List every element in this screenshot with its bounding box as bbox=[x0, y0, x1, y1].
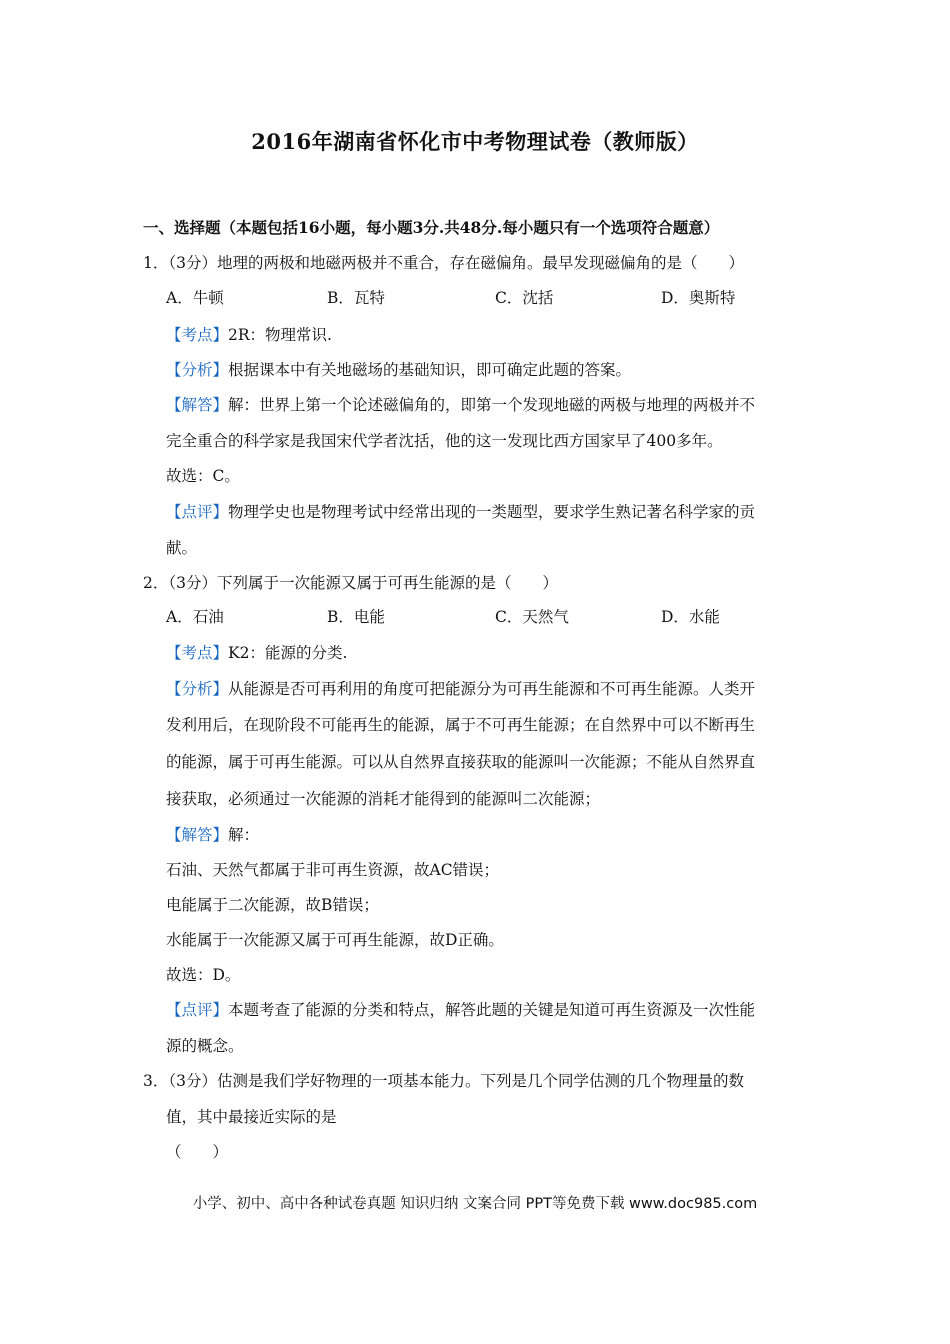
q2-dianping-cont: 源的概念。 bbox=[166, 1037, 244, 1055]
q2-dianping: 【点评】本题考查了能源的分类和特点，解答此题的关键是知道可再生资源及一次性能 bbox=[166, 1001, 756, 1019]
q2-jieda-line-2: 石油、天然气都属于非可再生资源，故AC错误； bbox=[166, 861, 500, 879]
q2-jieda-line-4: 水能属于一次能源又属于可再生能源，故D正确。 bbox=[166, 931, 504, 949]
q2-option-a: A．石油 bbox=[166, 608, 224, 626]
page-footer: 小学、初中、高中各种试卷真题 知识归纳 文案合同 PPT等免费下载 www.doc985.com bbox=[192, 1196, 758, 1212]
q1-option-b: B．瓦特 bbox=[327, 289, 385, 307]
q2-jieda: 【解答】解： bbox=[166, 826, 260, 844]
kaodian-tag: 【考点】 bbox=[166, 644, 229, 662]
q2-fenxi-cont-3: 接获取，必须通过一次能源的消耗才能得到的能源叫二次能源； bbox=[166, 790, 601, 808]
q3-answer-blank: （ ） bbox=[166, 1143, 229, 1161]
q2-option-b: B．电能 bbox=[327, 608, 385, 626]
q2-stem: 2．（3分）下列属于一次能源又属于可再生能源的是（ ） bbox=[143, 574, 558, 592]
q1-dianping: 【点评】物理学史也是物理考试中经常出现的一类题型，要求学生熟记著名科学家的贡 bbox=[166, 503, 756, 521]
q3-stem-cont: 值，其中最接近实际的是 bbox=[166, 1108, 337, 1126]
q2-jieda-line-3: 电能属于二次能源，故B错误； bbox=[166, 896, 379, 914]
q2-fenxi: 【分析】从能源是否可再利用的角度可把能源分为可再生能源和不可再生能源。人类开 bbox=[166, 680, 756, 698]
jieda-tag: 【解答】 bbox=[166, 396, 229, 414]
q1-option-d: D．奥斯特 bbox=[661, 289, 736, 307]
q1-option-c: C．沈括 bbox=[495, 289, 554, 307]
q1-option-a: A．牛顿 bbox=[166, 289, 224, 307]
section-heading: 一、选择题（本题包括16小题，每小题3分.共48分.每小题只有一个选项符合题意） bbox=[143, 218, 720, 237]
q2-option-d: D．水能 bbox=[661, 608, 720, 626]
dianping-tag: 【点评】 bbox=[166, 1001, 229, 1019]
fenxi-tag: 【分析】 bbox=[166, 680, 229, 698]
q1-answer: 故选：C。 bbox=[166, 467, 240, 485]
q2-option-c: C．天然气 bbox=[495, 608, 569, 626]
q2-fenxi-cont-2: 的能源，属于可再生能源。可以从自然界直接获取的能源叫一次能源；不能从自然界直 bbox=[166, 753, 756, 771]
q3-stem: 3．（3分）估测是我们学好物理的一项基本能力。下列是几个同学估测的几个物理量的数 bbox=[143, 1072, 744, 1090]
q1-jieda: 【解答】解：世界上第一个论述磁偏角的，即第一个发现地磁的两极与地理的两极并不 bbox=[166, 396, 756, 414]
page-title: 2016年湖南省怀化市中考物理试卷（教师版） bbox=[251, 129, 699, 154]
q2-answer: 故选：D。 bbox=[166, 966, 241, 984]
q1-dianping-cont: 献。 bbox=[166, 539, 198, 557]
q1-kaodian: 【考点】2R：物理常识. bbox=[166, 326, 332, 344]
q1-fenxi: 【分析】根据课本中有关地磁场的基础知识，即可确定此题的答案。 bbox=[166, 361, 632, 379]
q1-jieda-cont: 完全重合的科学家是我国宋代学者沈括，他的这一发现比西方国家早了400多年。 bbox=[166, 432, 723, 450]
dianping-tag: 【点评】 bbox=[166, 503, 229, 521]
kaodian-tag: 【考点】 bbox=[166, 326, 229, 344]
q2-fenxi-cont-1: 发利用后，在现阶段不可能再生的能源，属于不可再生能源；在自然界中可以不断再生 bbox=[166, 716, 756, 734]
q2-kaodian: 【考点】K2：能源的分类. bbox=[166, 644, 348, 662]
q1-stem: 1．（3分）地理的两极和地磁两极并不重合，存在磁偏角。最早发现磁偏角的是（ ） bbox=[143, 254, 744, 272]
jieda-tag: 【解答】 bbox=[166, 826, 229, 844]
fenxi-tag: 【分析】 bbox=[166, 361, 229, 379]
